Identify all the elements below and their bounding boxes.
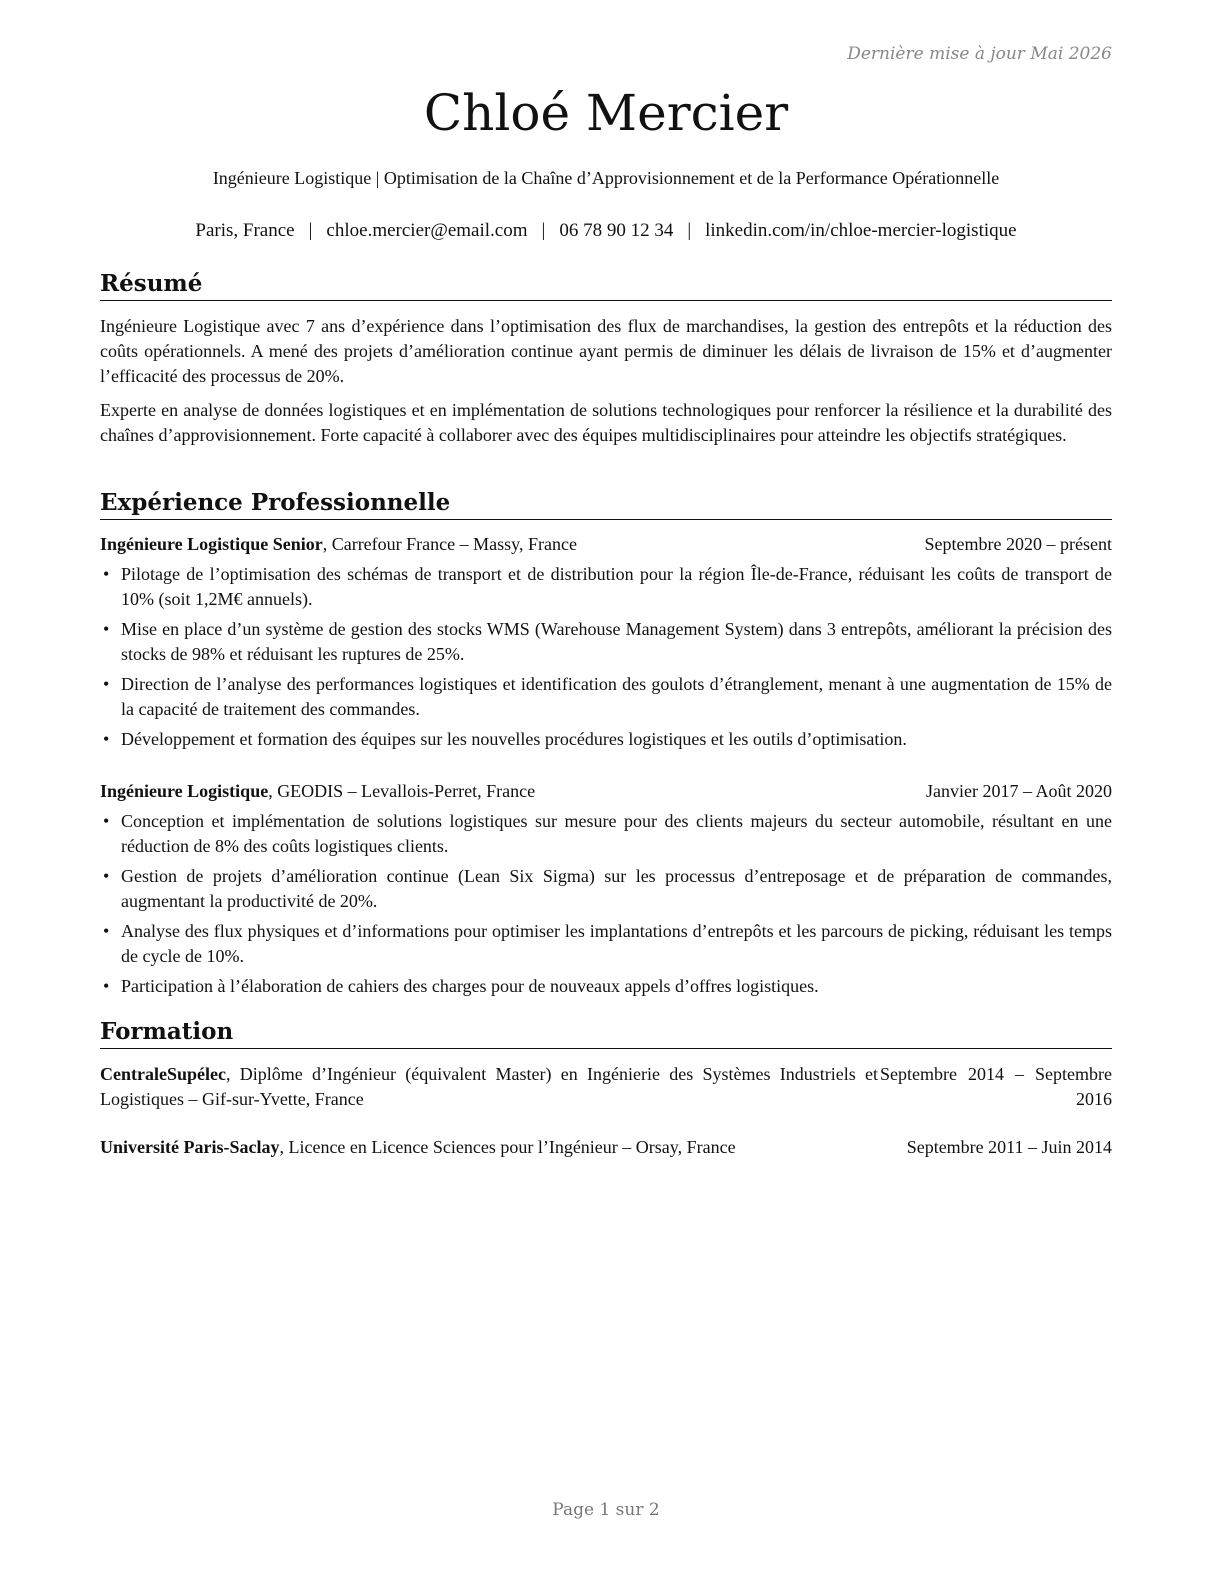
summary-paragraph: Experte en analyse de données logistiques et en implémentation de solutions technologiques pour renforcer la résilience et la durabilité des chaînes d’approvisionnement. Forte capacité à collaborer avec des équipes multidisciplinaires pour atteindre les objectifs stratégiques. xyxy=(100,400,1112,445)
job-role: Ingénieure Logistique xyxy=(100,781,269,801)
education-school: Université Paris-Saclay xyxy=(100,1137,280,1157)
list-item xyxy=(100,809,1112,859)
page-number: Page 1 sur 2 xyxy=(552,1500,660,1520)
job-bullets xyxy=(100,562,1112,757)
job-header xyxy=(100,779,1112,804)
contact-phone: 06 78 90 12 34 xyxy=(559,220,674,241)
job-dates: Septembre 2020 – présent xyxy=(924,534,1112,554)
education-school: CentraleSupélec xyxy=(100,1064,226,1084)
education-degree: , Diplôme d’Ingénieur (équivalent Master) en Ingénierie des Systèmes Industriels et Logistiques – Gif-sur-Yvette, France xyxy=(100,1064,878,1109)
education-item xyxy=(100,1135,1112,1160)
job-bullets xyxy=(100,809,1112,1004)
contact-linkedin[interactable]: linkedin.com/in/chloe-mercier-logistique xyxy=(705,220,1017,241)
bullet-icon: • xyxy=(103,619,110,639)
bullet-text: Conception et implémentation de solutions logistiques sur mesure pour des clients majeurs du secteur automobile, résultant en une réduction de 8% des coûts logistiques clients. xyxy=(121,811,1112,856)
section-title-experience: Expérience Professionnelle xyxy=(100,489,1112,520)
list-item xyxy=(100,672,1112,722)
section-title-education: Formation xyxy=(100,1018,1112,1049)
bullet-icon: • xyxy=(103,866,110,886)
job-company: , GEODIS – Levallois-Perret, France xyxy=(268,781,536,801)
bullet-text: Gestion de projets d’amélioration continue (Lean Six Sigma) sur les processus d’entreposage et de préparation de commandes, augmentant la productivité de 20%. xyxy=(121,866,1112,911)
tagline: Ingénieure Logistique | Optimisation de la Chaîne d’Approvisionnement et de la Performance Opérationnelle xyxy=(212,168,1000,188)
contact-line xyxy=(100,220,1112,242)
bullet-icon: • xyxy=(103,674,110,694)
last-updated: Dernière mise à jour Mai 2026 xyxy=(847,44,1112,64)
bullet-text: Développement et formation des équipes sur les nouvelles procédures logistiques et les outils d’optimisation. xyxy=(121,729,907,749)
list-item xyxy=(100,974,1112,999)
bullet-text: Pilotage de l’optimisation des schémas de transport et de distribution pour la région Île-de-France, réduisant les coûts de transport de 10% (soit 1,2M€ annuels). xyxy=(121,564,1112,609)
candidate-name: Chloé Mercier xyxy=(423,84,789,142)
bullet-text: Direction de l’analyse des performances logistiques et identification des goulots d’étranglement, menant à une augmentation de 15% de la capacité de traitement des commandes. xyxy=(121,674,1112,719)
bullet-text: Participation à l’élaboration de cahiers des charges pour de nouveaux appels d’offres logistiques. xyxy=(121,976,819,996)
bullet-icon: • xyxy=(103,564,110,584)
contact-email[interactable]: chloe.mercier@email.com xyxy=(326,220,528,241)
job-dates: Janvier 2017 – Août 2020 xyxy=(926,781,1112,801)
contact-separator: | xyxy=(687,220,692,241)
contact-separator: | xyxy=(541,220,546,241)
job-header xyxy=(100,532,1112,557)
list-item xyxy=(100,562,1112,612)
section-title-summary: Résumé xyxy=(100,270,1112,301)
education-dates: Septembre 2014 – Septembre 2016 xyxy=(880,1064,1112,1109)
contact-location: Paris, France xyxy=(195,220,295,241)
education-item xyxy=(100,1062,1112,1112)
list-item xyxy=(100,919,1112,969)
list-item xyxy=(100,617,1112,667)
education-details xyxy=(100,1135,878,1160)
bullet-text: Mise en place d’un système de gestion des stocks WMS (Warehouse Management System) dans 3 entrepôts, améliorant la précision des stocks de 98% et réduisant les ruptures de 25%. xyxy=(121,619,1112,664)
job-role: Ingénieure Logistique Senior xyxy=(100,534,323,554)
bullet-icon: • xyxy=(103,921,110,941)
resume-page xyxy=(100,0,1112,1584)
education-degree: , Licence en Licence Sciences pour l’Ingénieur – Orsay, France xyxy=(279,1137,736,1157)
education-details xyxy=(100,1062,878,1112)
list-item xyxy=(100,727,1112,752)
education-dates: Septembre 2011 – Juin 2014 xyxy=(906,1137,1112,1157)
bullet-text: Analyse des flux physiques et d’informations pour optimiser les implantations d’entrepôts et les parcours de picking, réduisant les temps de cycle de 10%. xyxy=(121,921,1112,966)
bullet-icon: • xyxy=(103,729,110,749)
bullet-icon: • xyxy=(103,976,110,996)
summary-paragraph: Ingénieure Logistique avec 7 ans d’expérience dans l’optimisation des flux de marchandises, la gestion des entrepôts et la réduction des coûts opérationnels. A mené des projets d’amélioration continue ayant permis de diminuer les délais de livraison de 15% et d’augmenter l’efficacité des processus de 20%. xyxy=(100,316,1112,386)
bullet-icon: • xyxy=(103,811,110,831)
job-company: , Carrefour France – Massy, France xyxy=(322,534,577,554)
contact-separator: | xyxy=(308,220,313,241)
list-item xyxy=(100,864,1112,914)
